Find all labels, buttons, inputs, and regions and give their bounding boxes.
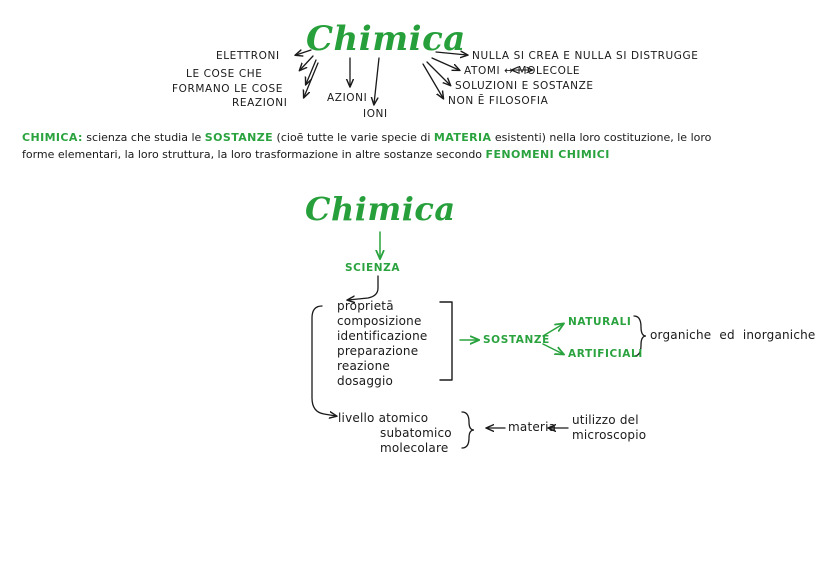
branch-reazioni: REAZIONI [232,97,288,109]
highlight-sostanze: SOSTANZE [204,131,274,144]
node-sostanze: SOSTANZE [483,334,550,346]
branch-non-e-filosofia: NON Ē FILOSOFIA [448,95,549,107]
branch-le-cose-che: LE COSE CHE [186,68,263,80]
branch-elettroni: ELETTRONI [216,50,280,62]
definition-text-1: scienza che studia le [82,131,205,144]
node-naturali: NATURALI [568,316,632,328]
process-reazione: reazione [337,359,390,373]
bottom-map-title: Chimica [305,190,456,228]
level-atomico: livello atomico [338,411,429,425]
branch-ioni: IONI [363,108,388,120]
highlight-fenomeni-chimici: FENOMENI CHIMICI [485,147,610,161]
node-scienza: SCIENZA [345,262,401,274]
process-composizione: composizione [337,314,422,328]
branch-formano-le-cose: FORMANO LE COSE [172,83,284,95]
branch-soluzioni-sostanze: SOLUZIONI E SOSTANZE [455,80,594,92]
note-utilizzo-del: utilizzo del [572,413,639,427]
highlight-materia: MATERIA [433,131,492,144]
node-artificiali: ARTIFICIALI [568,348,643,360]
definition-paragraph [22,130,812,163]
branch-atomi-molecole: ATOMI ↔ MOLECOLE [464,65,581,77]
note-organiche-inorganiche: organiche ed inorganiche [650,328,816,342]
definition-text-4: forme elementari, la loro struttura, la loro trasformazione in altre sostanze secondo [22,147,486,161]
level-subatomico: subatomico [380,426,452,440]
definition-text-3: esistenti) nella loro costituzione, le loro [491,131,712,144]
process-dosaggio: dosaggio [337,374,394,388]
process-proprieta: proprietā [337,299,394,313]
level-molecolare: molecolare [380,441,449,455]
process-identificazione: identificazione [337,329,428,343]
definition-text-2: (cioē tutte le varie specie di [273,131,434,144]
branch-azioni: AZIONI [327,92,368,104]
branch-nulla-si-crea: NULLA SI CREA E NULLA SI DISTRUGGE [472,50,699,62]
top-map-title: Chimica [306,19,466,59]
node-materia: materia [508,420,557,434]
definition-term: CHIMICA: [22,131,83,144]
process-preparazione: preparazione [337,344,419,358]
note-microscopio: microscopio [572,428,647,442]
